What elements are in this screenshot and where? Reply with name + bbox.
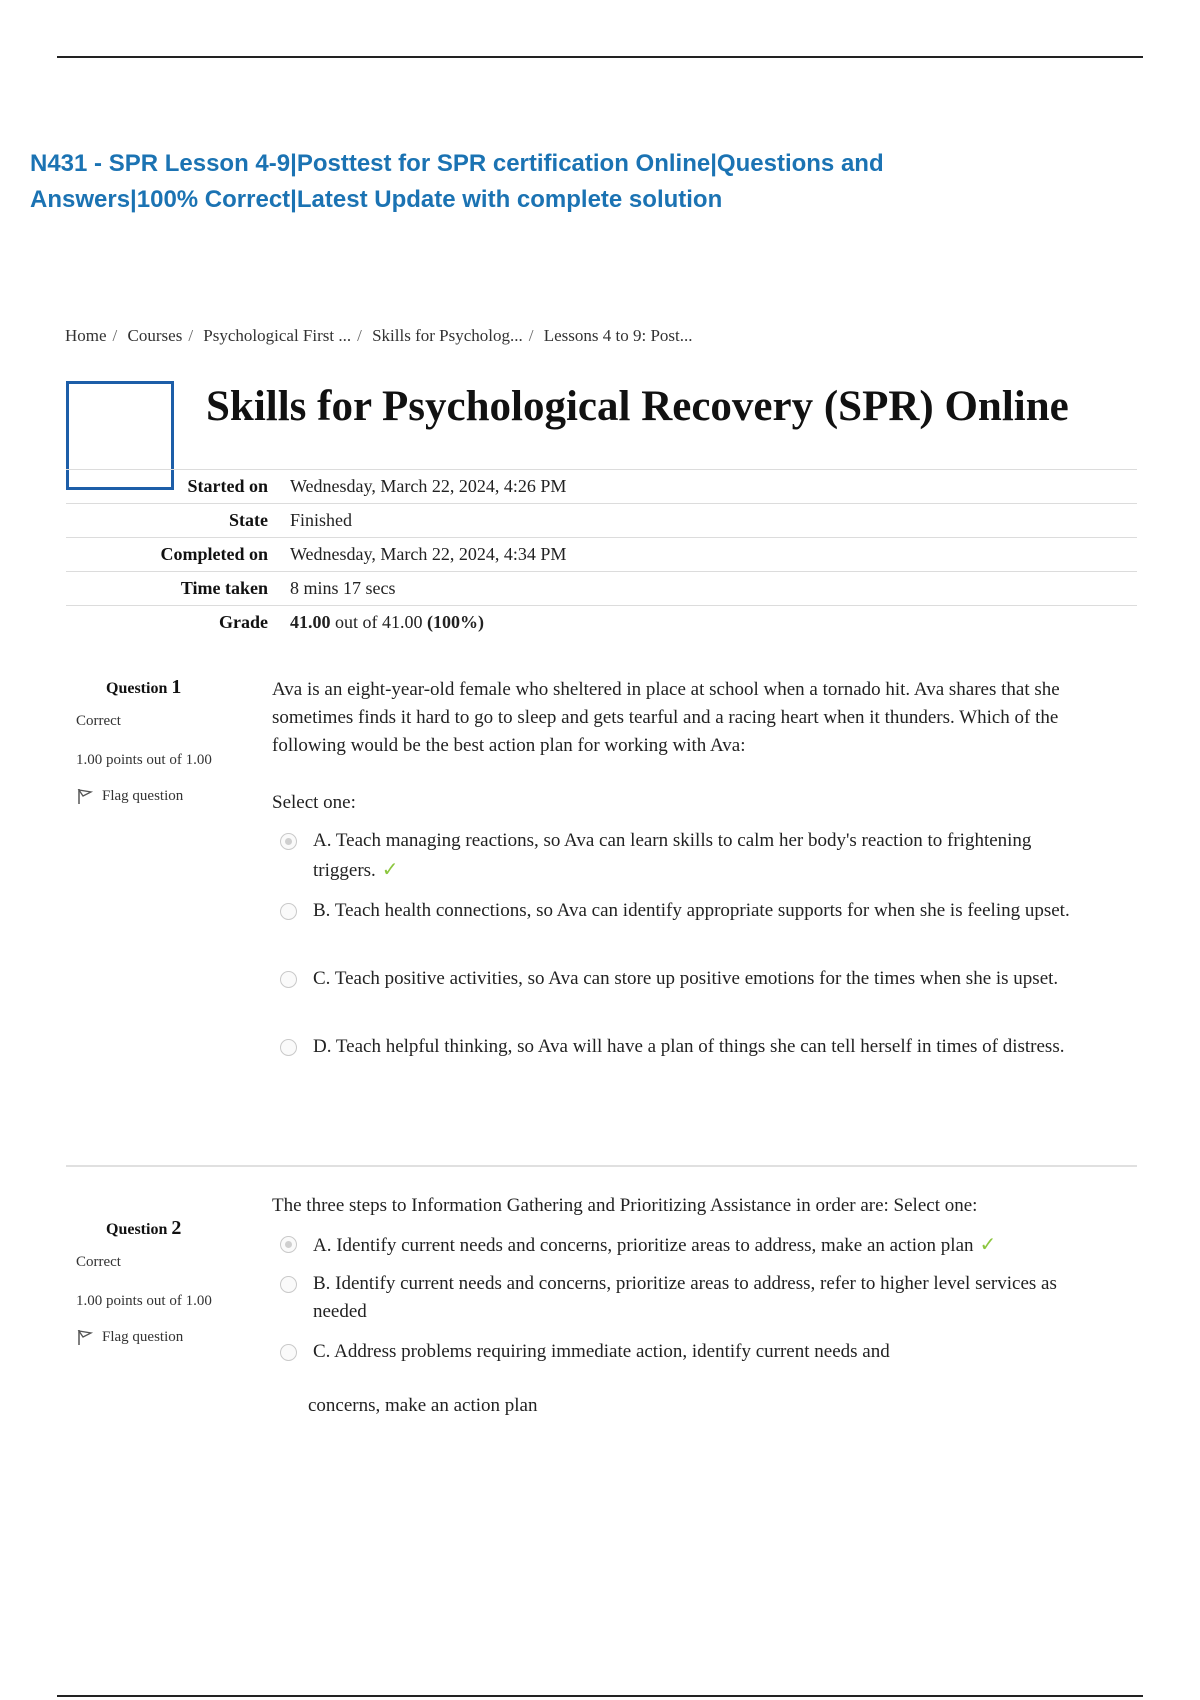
flag-question-1-button[interactable] xyxy=(76,787,216,805)
question-2-number: Question 2 xyxy=(106,1217,182,1239)
started-label: Started on xyxy=(187,476,268,496)
question-1-number: Question 1 xyxy=(106,676,182,698)
flag-question-label: Flag question xyxy=(102,787,184,804)
radio-option-a[interactable] xyxy=(280,1236,297,1253)
top-rule xyxy=(57,56,1143,58)
option-a-text: A. Identify current needs and concerns, prioritize areas to address, make an action plan ✓ xyxy=(313,1232,997,1256)
breadcrumb-lessons[interactable]: Lessons 4 to 9: Post... xyxy=(543,326,693,345)
option-c-text: C. Teach positive activities, so Ava can store up positive emotions for the times when she is upset. xyxy=(313,968,1059,989)
radio-option-b[interactable] xyxy=(280,1276,297,1293)
started-value: Wednesday, March 22, 2024, 4:26 PM xyxy=(290,476,567,496)
radio-option-a[interactable] xyxy=(280,833,297,850)
radio-option-c[interactable] xyxy=(280,971,297,988)
attempt-summary-table xyxy=(66,469,1137,639)
option-a-text: A. Teach managing reactions, so Ava can learn skills to calm her body's reaction to frightening triggers. ✓ xyxy=(313,830,1032,881)
document-title: N431 - SPR Lesson 4-9|Posttest for SPR certification Online|Questions and Answers|100% Correct|Latest Update with complete solution xyxy=(30,150,884,213)
summary-row-state xyxy=(66,504,1137,538)
question-2-option-c-continued xyxy=(308,1392,1108,1420)
question-2-info xyxy=(66,1217,216,1346)
question-1-option-d[interactable] xyxy=(280,1033,1080,1061)
question-2-points: 1.00 points out of 1.00 xyxy=(76,1293,212,1309)
state-value: Finished xyxy=(290,510,353,530)
question-1-option-b[interactable] xyxy=(280,897,1080,925)
question-2-text: The three steps to Information Gathering and Prioritizing Assistance in order are: Select one: xyxy=(272,1195,978,1216)
grade-rest: out of 41.00 xyxy=(330,612,427,632)
flag-question-2-button[interactable] xyxy=(76,1328,216,1346)
bottom-rule xyxy=(57,1695,1143,1697)
time-value: 8 mins 17 secs xyxy=(290,578,396,598)
breadcrumb: Home / Courses / Psychological First ... / Skills for Psycholog... / Lessons 4 to 9: Post... xyxy=(65,326,693,345)
flag-question-label: Flag question xyxy=(102,1328,184,1345)
state-label: State xyxy=(229,510,268,530)
grade-score: 41.00 xyxy=(290,612,331,632)
page-title: Skills for Psychological Recovery (SPR) Online xyxy=(206,383,1069,430)
flag-icon xyxy=(76,1328,94,1346)
question-2-option-c[interactable] xyxy=(280,1338,1080,1366)
breadcrumb-psych-first[interactable]: Psychological First ... xyxy=(203,326,352,345)
option-c-text-continued: concerns, make an action plan xyxy=(308,1395,538,1416)
check-icon: ✓ xyxy=(979,1232,997,1256)
flag-icon xyxy=(76,787,94,805)
question-1-points: 1.00 points out of 1.00 xyxy=(76,752,212,768)
question-1-option-a[interactable] xyxy=(280,827,1080,885)
question-1-state: Correct xyxy=(76,713,121,729)
summary-row-grade xyxy=(66,606,1137,639)
option-b-text: B. Identify current needs and concerns, prioritize areas to address, refer to higher level services as needed xyxy=(313,1273,1057,1322)
option-b-text: B. Teach health connections, so Ava can identify appropriate supports for when she is feeling upset. xyxy=(313,900,1070,921)
question-divider xyxy=(66,1165,1137,1167)
summary-row-completed xyxy=(66,538,1137,572)
question-1-info xyxy=(66,676,216,805)
question-1-text: Ava is an eight-year-old female who sheltered in place at school when a tornado hit. Ava shares that she sometimes finds it hard to go to sleep and gets tearful and a racing heart when it thunders. Which of the following would be the best action plan for working with Ava: xyxy=(272,679,1060,756)
breadcrumb-courses[interactable]: Courses xyxy=(127,326,183,345)
question-1-select-one: Select one: xyxy=(272,792,356,813)
summary-row-time xyxy=(66,572,1137,606)
time-label: Time taken xyxy=(180,578,268,598)
question-2-option-a[interactable] xyxy=(280,1230,1080,1260)
completed-value: Wednesday, March 22, 2024, 4:34 PM xyxy=(290,544,567,564)
grade-value xyxy=(290,612,484,633)
radio-option-c[interactable] xyxy=(280,1344,297,1361)
option-d-text: D. Teach helpful thinking, so Ava will have a plan of things she can tell herself in times of distress. xyxy=(313,1036,1065,1057)
radio-option-d[interactable] xyxy=(280,1039,297,1056)
question-1-option-c[interactable] xyxy=(280,965,1080,993)
grade-label: Grade xyxy=(219,612,268,632)
grade-percent: (100%) xyxy=(427,612,484,632)
question-2-option-b[interactable] xyxy=(280,1270,1080,1326)
check-icon: ✓ xyxy=(381,857,399,881)
breadcrumb-skills[interactable]: Skills for Psycholog... xyxy=(372,326,523,345)
summary-row-started xyxy=(66,469,1137,504)
option-c-text: C. Address problems requiring immediate action, identify current needs and xyxy=(313,1341,890,1362)
breadcrumb-home[interactable]: Home xyxy=(65,326,107,345)
radio-option-b[interactable] xyxy=(280,903,297,920)
question-2-state: Correct xyxy=(76,1254,121,1270)
completed-label: Completed on xyxy=(160,544,268,564)
